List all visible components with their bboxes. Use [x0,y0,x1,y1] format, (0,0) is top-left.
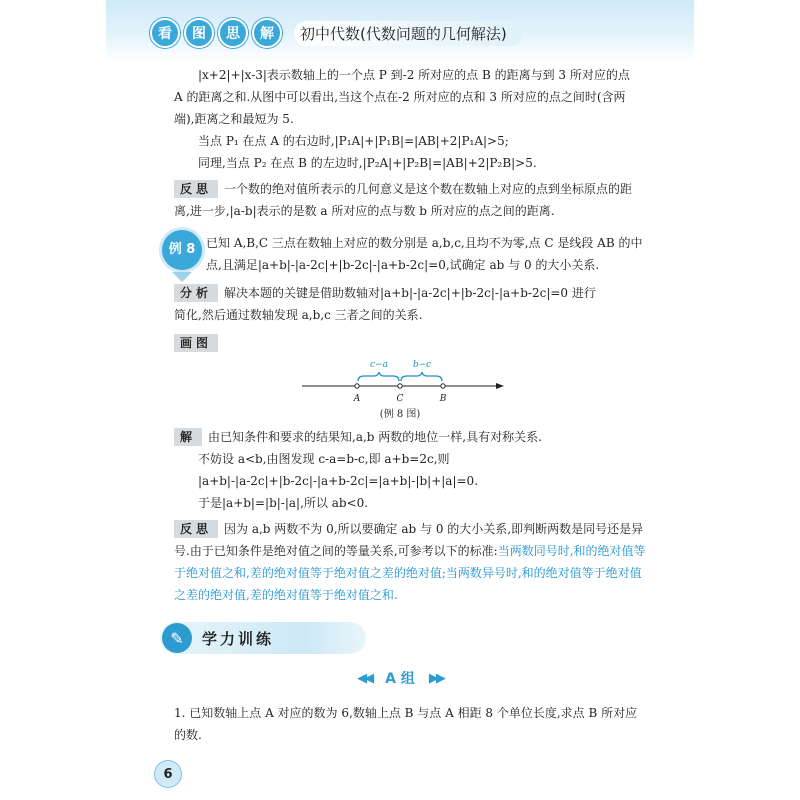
reflect-2-text-1: 因为 a,b 两数不为 0,所以要确定 ab 与 0 的大小关系,即判断两数是同号还是异 [224,522,644,536]
intro-case-1: 当点 P₁ 在点 A 的右边时,|P₁A|+|P₁B|=|AB|+2|P₁A|>5; [198,134,509,148]
brace-right [401,372,442,381]
analysis-line-1 [174,282,644,304]
reflect-1-text-1: 一个数的绝对值所表示的几何意义是这个数在数轴上对应的点到坐标原点的距 [224,182,633,196]
number-line-svg [174,354,644,420]
analysis-line-2: 简化,然后通过数轴发现 a,b,c 三者之间的关系. [174,308,423,322]
solution-line-1 [174,426,644,448]
group-left-arrows-icon: ◀◀ [357,670,372,686]
brace-left-label: c−a [370,360,388,370]
intro-line-1: |x+2|+|x-3|表示数轴上的一个点 P 到-2 所对应的点 B 的距离与到 3 所对应的点 [198,68,630,82]
page [106,0,694,800]
example-line-2: 点,且满足|a+b|-|a-2c|+|b-2c|-|a+b-2c|=0,试确定 ab 与 0 的大小关系. [206,258,600,272]
reflect-2-line-2 [174,540,644,562]
intro-line-3: 端),距离之和最短为 5. [174,112,294,126]
main-content [168,60,646,606]
draw-line [174,332,644,354]
training-title: 学力训练 [202,629,275,648]
reflect-2-line-4: 之差的绝对值,差的绝对值等于绝对值之和. [174,588,398,602]
brace-right-label: b−c [412,360,432,370]
solution-text-1: 由已知条件和要求的结果知,a,b 两数的地位一样,具有对称关系. [208,430,542,444]
solution-line-3: |a+b|-|a-2c|+|b-2c|-|a+b-2c|=|a+b|-|b|+|a|=0. [198,474,479,488]
example-badge: 例 8 [162,230,202,270]
header-title: 初中代数(代数问题的几何解法) [294,21,523,46]
reflect-tag: 反思 [174,180,218,198]
analysis-tag: 分析 [174,284,218,302]
training-icon: ✎ [162,623,192,653]
intro-case-2: 同理,当点 P₂ 在点 B 的左边时,|P₂A|+|P₂B|=|AB|+2|P₂B|>5. [198,156,537,170]
brace-left [358,372,399,381]
point-a-marker [355,384,359,388]
point-b-marker [441,384,445,388]
page-header [150,18,523,48]
header-char-2: 图 [184,18,214,48]
reflect-2-text-2: 号.由于已知条件是绝对值之间的等量关系,可参考以下的标准: [174,544,498,558]
example-block [168,232,644,276]
group-right-arrows-icon: ▶▶ [428,670,443,686]
reflect-2-line-3: 于绝对值之和,差的绝对值等于绝对值之差的绝对值;当两数异号时,和的绝对值等于绝对值 [174,566,642,580]
draw-tag: 画图 [174,334,218,352]
axis-arrow [496,383,504,389]
solution-line-2: 不妨设 a<b,由图发现 c-a=b-c,即 a+b=2c,则 [198,452,450,466]
figure-caption: (例 8 图) [379,409,421,420]
page-number: 6 [154,760,182,788]
question-1-line-2: 的数. [174,728,202,742]
point-c-label: C [396,394,404,404]
reflect-1-line-1 [174,178,644,200]
header-char-3: 思 [218,18,248,48]
solution-line-4: 于是|a+b|=|b|-|a|,所以 ab<0. [198,496,369,510]
example-badge-tail [172,272,192,282]
question-block [174,702,644,746]
solution-tag: 解 [174,428,202,446]
intro-line-2: A 的距离之和.从图中可以看出,当这个点在-2 所对应的点和 3 所对应的点之间时(含两 [174,90,626,104]
group-heading [106,668,694,688]
example-line-1: 已知 A,B,C 三点在数轴上对应的数分别是 a,b,c,且均不为零,点 C 是线段 AB 的中 [206,236,643,250]
header-char-4: 解 [252,18,282,48]
reflect-1-line-2: 离,进一步,|a-b|表示的是数 a 所对应的点与数 b 所对应的点之间的距离. [174,204,555,218]
header-char-1: 看 [150,18,180,48]
point-b-label: B [439,394,447,404]
reflect-2-line-1 [174,518,644,540]
point-c-marker [398,384,402,388]
number-line-figure [174,354,644,420]
group-label: A 组 [385,671,415,687]
reflect-2-highlight-2: 当两数同号时,和的绝对值等 [497,544,646,558]
point-a-label: A [353,394,361,404]
reflect-2-tag: 反思 [174,520,218,538]
question-1-line-1: 1. 已知数轴上点 A 对应的数为 6,数轴上点 B 与点 A 相距 8 个单位长度,求点 B 所对应 [174,706,638,720]
analysis-text-1: 解决本题的关键是借助数轴对|a+b|-|a-2c|+|b-2c|-|a+b-2c|=0 进行 [224,286,596,300]
training-banner [160,622,366,654]
